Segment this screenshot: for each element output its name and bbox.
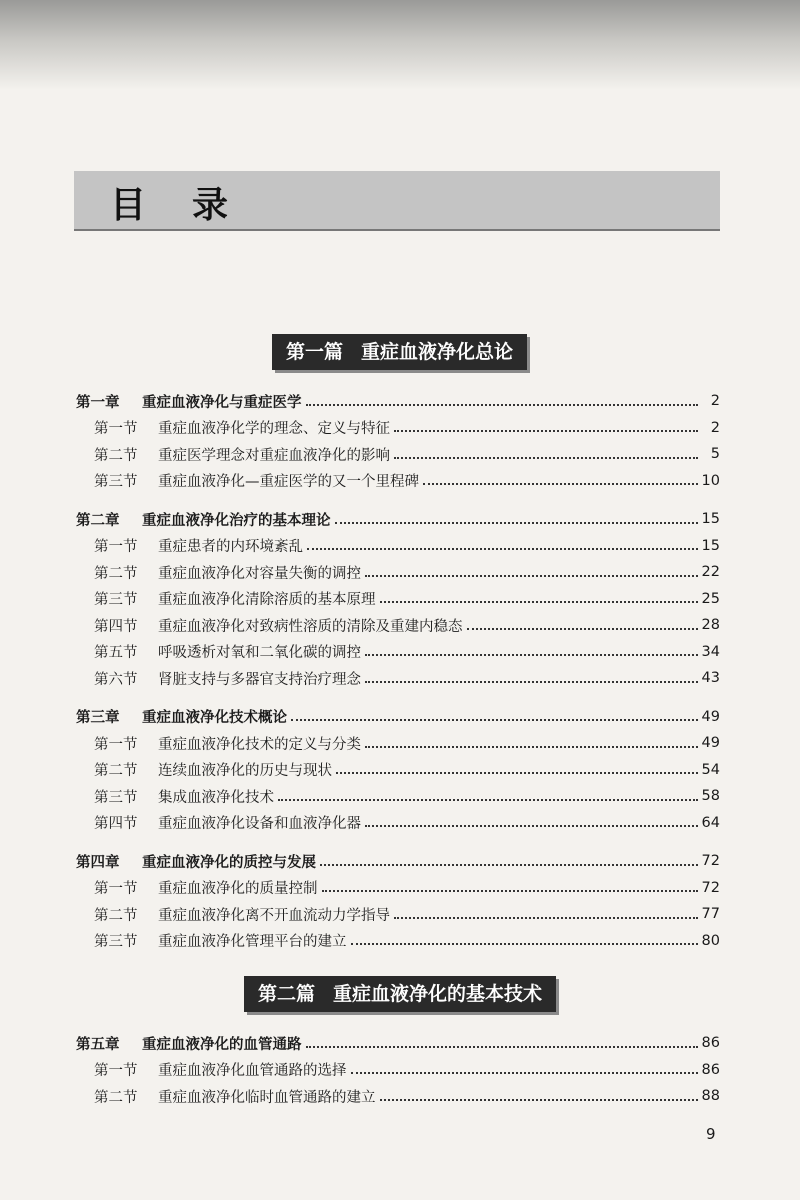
section-title: 重症血液净化学的理念、定义与特征 <box>158 421 390 437</box>
section-page: 25 <box>701 590 720 607</box>
section-title: 重症血液净化对容量失衡的调控 <box>158 565 361 582</box>
section-title: 重症血液净化技术的定义与分类 <box>158 736 361 753</box>
section-entry[interactable] <box>94 640 720 664</box>
section-label: 第六节 <box>94 671 138 688</box>
chapter-entry[interactable] <box>76 507 720 531</box>
section-label: 第一节 <box>94 736 138 753</box>
section-page: 58 <box>701 788 720 804</box>
section-entry[interactable] <box>94 731 720 755</box>
chapter-label: 第二章 <box>76 512 120 529</box>
section-label: 第一节 <box>94 539 138 555</box>
chapter-label: 第三章 <box>76 710 120 726</box>
section-title: 重症血液净化临时血管通路的建立 <box>158 1089 376 1106</box>
section-title: 重症血液净化管理平台的建立 <box>158 934 347 950</box>
dot-leader <box>394 456 698 459</box>
dot-leader <box>307 547 698 550</box>
section-label: 第三节 <box>94 592 138 608</box>
chapter-entry[interactable] <box>76 1031 720 1055</box>
section-entry[interactable] <box>94 416 720 440</box>
chapter-title: 重症血液净化与重症医学 <box>142 394 302 411</box>
section-title: 重症血液净化对致病性溶质的清除及重建内稳态 <box>158 618 463 635</box>
dot-leader <box>336 771 698 774</box>
chapter-entry[interactable] <box>76 389 720 413</box>
dot-leader <box>351 942 698 945</box>
chapter-label: 第一章 <box>76 394 120 411</box>
section-page: 88 <box>701 1088 720 1104</box>
section-label: 第二节 <box>94 907 138 924</box>
section-page: 86 <box>701 1061 720 1078</box>
dot-leader <box>365 745 698 748</box>
dot-leader <box>365 680 698 683</box>
section-title: 重症血液净化—重症医学的又一个里程碑 <box>158 474 419 490</box>
section-page: 77 <box>701 906 720 922</box>
section-title: 连续血液净化的历史与现状 <box>158 763 332 779</box>
dot-leader <box>380 600 698 603</box>
section-entry[interactable] <box>94 613 720 637</box>
section-title: 重症血液净化的质量控制 <box>158 881 318 897</box>
section-label: 第二节 <box>94 447 138 464</box>
section-title: 重症血液净化清除溶质的基本原理 <box>158 592 376 608</box>
section-title: 重症患者的内环境紊乱 <box>158 539 303 555</box>
dot-leader <box>394 916 698 919</box>
section-label: 第三节 <box>94 789 138 806</box>
section-label: 第一节 <box>94 1063 138 1079</box>
section-page: 80 <box>701 932 720 949</box>
section-page: 15 <box>701 537 720 554</box>
section-title: 重症血液净化血管通路的选择 <box>158 1063 347 1079</box>
section-label: 第三节 <box>94 934 138 950</box>
section-page: 2 <box>710 419 720 436</box>
section-entry[interactable] <box>94 876 720 900</box>
dot-leader <box>467 627 698 630</box>
page-shadow <box>0 0 800 90</box>
chapter-page: 2 <box>710 393 720 409</box>
section-entry[interactable] <box>94 560 720 584</box>
section-page: 34 <box>701 643 720 660</box>
section-entry[interactable] <box>94 811 720 835</box>
chapter-title: 重症血液净化技术概论 <box>142 710 287 726</box>
section-page: 10 <box>701 472 720 489</box>
section-entry[interactable] <box>94 442 720 466</box>
section-page: 28 <box>701 617 720 633</box>
section-label: 第一节 <box>94 421 138 437</box>
dot-leader <box>380 1098 698 1101</box>
dot-leader <box>423 482 698 485</box>
section-entry[interactable] <box>94 469 720 493</box>
chapter-page: 15 <box>701 511 720 527</box>
dot-leader <box>278 798 698 801</box>
section-title: 呼吸透析对氧和二氧化碳的调控 <box>158 645 361 661</box>
dot-leader <box>306 1045 698 1048</box>
section-label: 第五节 <box>94 645 138 661</box>
part-heading-1: 第一篇 重症血液净化总论 <box>272 334 527 370</box>
page-number: 9 <box>706 1125 716 1143</box>
chapter-page: 49 <box>701 708 720 725</box>
section-page: 43 <box>701 670 720 686</box>
section-entry[interactable] <box>94 1058 720 1082</box>
section-entry[interactable] <box>94 1084 720 1108</box>
section-page: 5 <box>710 446 720 462</box>
dot-leader <box>394 429 698 432</box>
section-page: 54 <box>701 761 720 778</box>
dot-leader <box>306 403 699 406</box>
chapter-label: 第五章 <box>76 1036 120 1053</box>
section-label: 第三节 <box>94 474 138 490</box>
dot-leader <box>365 824 698 827</box>
section-entry[interactable] <box>94 784 720 808</box>
section-entry[interactable] <box>94 929 720 953</box>
section-page: 22 <box>701 564 720 580</box>
part-heading-2: 第二篇 重症血液净化的基本技术 <box>244 976 556 1012</box>
chapter-title: 重症血液净化的质控与发展 <box>142 854 316 871</box>
section-title: 集成血液净化技术 <box>158 789 274 806</box>
chapter-page: 86 <box>701 1035 720 1051</box>
chapter-label: 第四章 <box>76 854 120 871</box>
chapter-title: 重症血液净化治疗的基本理论 <box>142 512 331 529</box>
dot-leader <box>351 1071 698 1074</box>
section-page: 64 <box>701 814 720 831</box>
section-title: 重症医学理念对重症血液净化的影响 <box>158 447 390 464</box>
section-page: 49 <box>701 735 720 751</box>
chapter-page: 72 <box>701 853 720 869</box>
dot-leader <box>291 718 698 721</box>
chapter-title: 重症血液净化的血管通路 <box>142 1036 302 1053</box>
section-entry[interactable] <box>94 534 720 558</box>
section-title: 重症血液净化离不开血流动力学指导 <box>158 907 390 924</box>
section-entry[interactable] <box>94 902 720 926</box>
title-banner <box>74 171 720 231</box>
dot-leader <box>365 574 698 577</box>
page-title: 目录 <box>110 185 275 226</box>
section-entry[interactable] <box>94 587 720 611</box>
dot-leader <box>320 863 698 866</box>
section-label: 第二节 <box>94 1089 138 1106</box>
dot-leader <box>335 521 698 524</box>
section-entry[interactable] <box>94 666 720 690</box>
dot-leader <box>365 653 698 656</box>
section-title: 重症血液净化设备和血液净化器 <box>158 816 361 832</box>
section-label: 第二节 <box>94 763 138 779</box>
section-page: 72 <box>701 879 720 896</box>
section-entry[interactable] <box>94 758 720 782</box>
chapter-entry[interactable] <box>76 705 720 729</box>
section-label: 第四节 <box>94 816 138 832</box>
dot-leader <box>322 889 698 892</box>
section-label: 第一节 <box>94 881 138 897</box>
chapter-entry[interactable] <box>76 849 720 873</box>
section-label: 第四节 <box>94 618 138 635</box>
section-label: 第二节 <box>94 565 138 582</box>
section-title: 肾脏支持与多器官支持治疗理念 <box>158 671 361 688</box>
